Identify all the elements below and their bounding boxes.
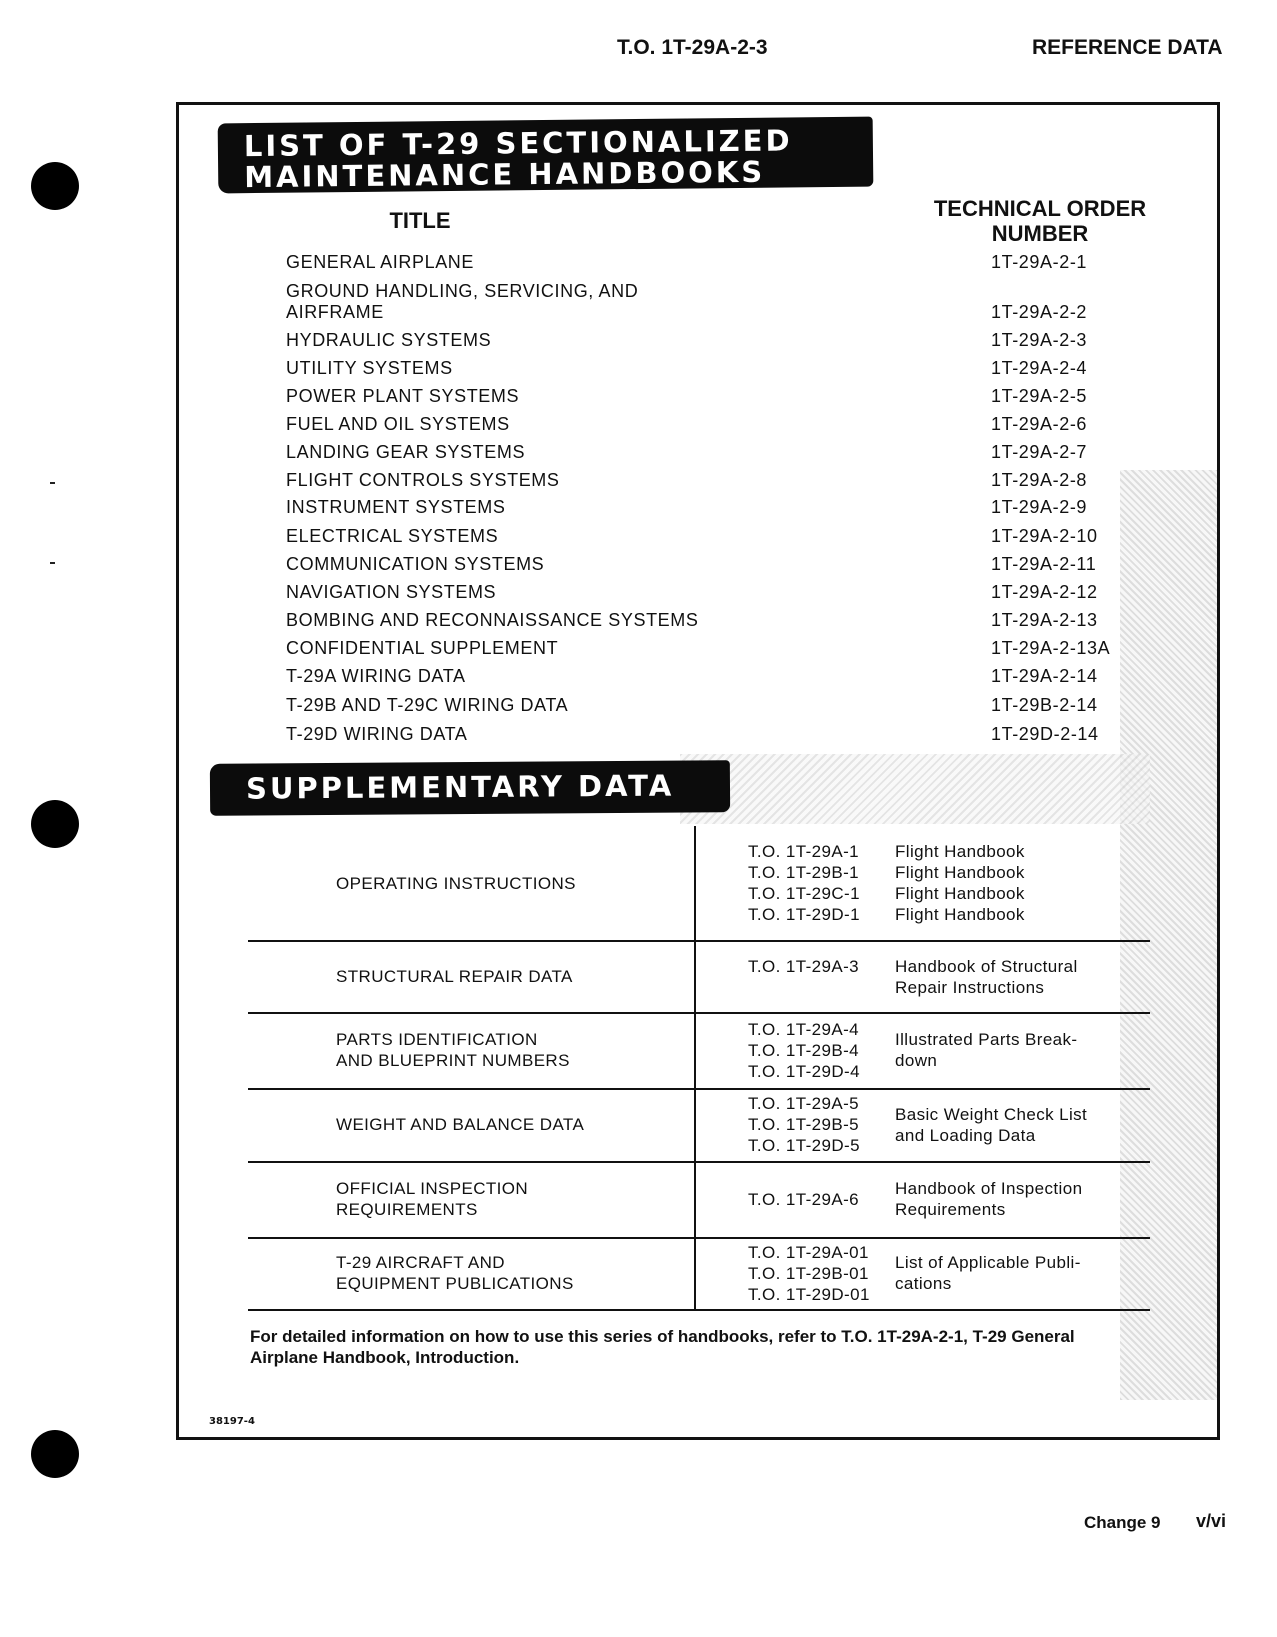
supp-category: [336, 873, 576, 894]
supp-category: [336, 1178, 528, 1220]
handbook-to-number: 1T-29A-2-4: [991, 358, 1088, 378]
handbook-title: NAVIGATION SYSTEMS: [286, 582, 497, 602]
binder-hole: [31, 1430, 79, 1478]
supplementary-banner: [210, 760, 730, 816]
margin-tick: [50, 562, 55, 564]
note-line: For detailed information on how to use this series of handbooks, refer to T.O. 1T-29A-2-1, T-29 General: [250, 1327, 1075, 1346]
handbook-to-number: 1T-29D-2-14: [991, 724, 1099, 744]
supp-to-numbers-line: T.O. 1T-29D-01: [748, 1285, 870, 1304]
handbook-title: GENERAL AIRPLANE: [286, 252, 475, 272]
handbook-to-number: 1T-29A-2-13: [991, 610, 1098, 630]
handbook-to-number: 1T-29B-2-14: [991, 695, 1098, 715]
handbook-title: FUEL AND OIL SYSTEMS: [286, 414, 510, 434]
column-header-line: TECHNICAL ORDER: [933, 196, 1147, 221]
supp-description-line: down: [895, 1051, 938, 1070]
table-divider-horizontal: [248, 1088, 1150, 1090]
supp-description-line: Requirements: [895, 1200, 1006, 1219]
supp-category-line: PARTS IDENTIFICATION: [336, 1030, 538, 1049]
supp-to-numbers-line: T.O. 1T-29A-6: [748, 1190, 860, 1209]
supp-description-line: Illustrated Parts Break-: [895, 1030, 1078, 1049]
handbook-to-number: 1T-29A-2-9: [991, 497, 1088, 517]
supp-to-numbers: [748, 1242, 870, 1305]
handbook-title: COMMUNICATION SYSTEMS: [286, 554, 545, 574]
handbook-title: T-29D WIRING DATA: [286, 724, 468, 744]
supp-description-line: Handbook of Inspection: [895, 1179, 1083, 1198]
supp-description: [895, 1178, 1082, 1220]
column-header-title: TITLE: [389, 208, 451, 233]
banner-line: LIST OF T-29 SECTIONALIZED: [243, 123, 793, 164]
supp-description: [895, 1029, 1078, 1071]
handbook-to-number: 1T-29A-2-14: [991, 666, 1098, 686]
handbook-title: ELECTRICAL SYSTEMS: [286, 526, 499, 546]
handbook-title: T-29B AND T-29C WIRING DATA: [286, 695, 569, 715]
handbook-to-number: 1T-29A-2-6: [991, 414, 1088, 434]
supp-category-line: T-29 AIRCRAFT AND: [336, 1253, 505, 1272]
supp-description: [895, 956, 1078, 998]
handbook-title: BOMBING AND RECONNAISSANCE SYSTEMS: [286, 610, 699, 630]
supp-category-line: STRUCTURAL REPAIR DATA: [336, 967, 573, 986]
supp-category-line: REQUIREMENTS: [336, 1200, 478, 1219]
supp-to-numbers-line: T.O. 1T-29C-1: [748, 884, 860, 903]
supp-description-line: cations: [895, 1274, 952, 1293]
supp-to-numbers-line: T.O. 1T-29A-01: [748, 1243, 869, 1262]
supp-to-numbers: [748, 1093, 860, 1156]
handbook-to-number: 1T-29A-2-1: [991, 252, 1088, 272]
handbook-title: POWER PLANT SYSTEMS: [286, 386, 520, 406]
handbook-to-number: 1T-29A-2-7: [991, 442, 1088, 462]
handbook-title: INSTRUMENT SYSTEMS: [286, 497, 506, 517]
supp-category-line: WEIGHT AND BALANCE DATA: [336, 1115, 585, 1134]
supp-description-line: Flight Handbook: [895, 863, 1025, 882]
supp-to-numbers: [748, 1019, 860, 1082]
handbook-title: FLIGHT CONTROLS SYSTEMS: [286, 470, 560, 490]
figure-number: 38197-4: [209, 1416, 255, 1427]
handbooks-banner: [218, 117, 874, 194]
handbook-title: HYDRAULIC SYSTEMS: [286, 330, 492, 350]
supp-category-line: OFFICIAL INSPECTION: [336, 1179, 529, 1198]
usage-note: [250, 1326, 1155, 1368]
page-number: v/vi: [1196, 1511, 1227, 1531]
supp-to-numbers-line: T.O. 1T-29B-1: [748, 863, 860, 882]
banner-line: MAINTENANCE HANDBOOKS: [244, 154, 766, 195]
margin-tick: [50, 482, 55, 484]
handbook-to-number: 1T-29A-2-2: [991, 302, 1088, 322]
supp-description-line: Flight Handbook: [895, 842, 1025, 861]
header-section-title: REFERENCE DATA: [1032, 36, 1223, 59]
supp-to-numbers-line: T.O. 1T-29A-1: [748, 842, 860, 861]
supp-to-numbers-line: T.O. 1T-29A-4: [748, 1020, 860, 1039]
banner-text: SUPPLEMENTARY DATA: [245, 768, 675, 806]
binder-hole: [31, 162, 79, 210]
supp-category-line: EQUIPMENT PUBLICATIONS: [336, 1274, 574, 1293]
supp-to-numbers-line: T.O. 1T-29A-3: [748, 957, 860, 976]
table-divider-horizontal: [248, 1309, 1150, 1311]
supp-description-line: List of Applicable Publi-: [895, 1253, 1081, 1272]
handbook-title: UTILITY SYSTEMS: [286, 358, 453, 378]
table-divider-horizontal: [248, 940, 1150, 942]
handbook-to-number: 1T-29A-2-13A: [991, 638, 1111, 658]
handbook-to-number: 1T-29A-2-11: [991, 554, 1097, 574]
supp-category: [336, 1029, 570, 1071]
supp-to-numbers-line: T.O. 1T-29B-5: [748, 1115, 860, 1134]
supp-to-numbers-line: T.O. 1T-29A-5: [748, 1094, 860, 1113]
header-to-number: T.O. 1T-29A-2-3: [617, 36, 768, 59]
supp-to-numbers: [748, 956, 859, 977]
supp-category: [336, 1114, 584, 1135]
supp-description: [895, 841, 1025, 925]
handbook-title: GROUND HANDLING, SERVICING, AND: [286, 281, 639, 301]
note-line: Airplane Handbook, Introduction.: [250, 1348, 520, 1367]
supp-description-line: and Loading Data: [895, 1126, 1036, 1145]
handbook-to-number: 1T-29A-2-5: [991, 386, 1088, 406]
binder-hole: [31, 800, 79, 848]
handbook-to-number: 1T-29A-2-3: [991, 330, 1088, 350]
handbook-title: LANDING GEAR SYSTEMS: [286, 442, 526, 462]
supp-to-numbers-line: T.O. 1T-29D-5: [748, 1136, 860, 1155]
supp-to-numbers-line: T.O. 1T-29D-4: [748, 1062, 860, 1081]
handbook-title: CONFIDENTIAL SUPPLEMENT: [286, 638, 559, 658]
supp-description-line: Flight Handbook: [895, 884, 1025, 903]
supp-category: [336, 966, 573, 987]
supp-to-numbers-line: T.O. 1T-29D-1: [748, 905, 860, 924]
supp-description-line: Handbook of Structural: [895, 957, 1078, 976]
supp-description: [895, 1252, 1081, 1294]
supp-description-line: Basic Weight Check List: [895, 1105, 1088, 1124]
table-divider-horizontal: [248, 1012, 1150, 1014]
supp-description: [895, 1104, 1087, 1146]
supp-to-numbers: [748, 841, 860, 925]
supp-category-line: AND BLUEPRINT NUMBERS: [336, 1051, 570, 1070]
supp-to-numbers-line: T.O. 1T-29B-4: [748, 1041, 860, 1060]
handbook-title: AIRFRAME: [286, 302, 384, 322]
supp-description-line: Repair Instructions: [895, 978, 1045, 997]
handbook-to-number: 1T-29A-2-8: [991, 470, 1088, 490]
table-divider-horizontal: [248, 1161, 1150, 1163]
supp-to-numbers: [748, 1189, 859, 1210]
supp-category: [336, 1252, 574, 1294]
handbook-title: T-29A WIRING DATA: [286, 666, 466, 686]
table-divider-horizontal: [248, 1237, 1150, 1239]
change-number: Change 9: [1084, 1513, 1161, 1532]
column-header-line: NUMBER: [991, 221, 1089, 246]
supp-category-line: OPERATING INSTRUCTIONS: [336, 874, 576, 893]
supp-to-numbers-line: T.O. 1T-29B-01: [748, 1264, 869, 1283]
supp-description-line: Flight Handbook: [895, 905, 1025, 924]
handbook-to-number: 1T-29A-2-10: [991, 526, 1098, 546]
handbook-to-number: 1T-29A-2-12: [991, 582, 1098, 602]
column-header-to-number: [925, 196, 1155, 246]
